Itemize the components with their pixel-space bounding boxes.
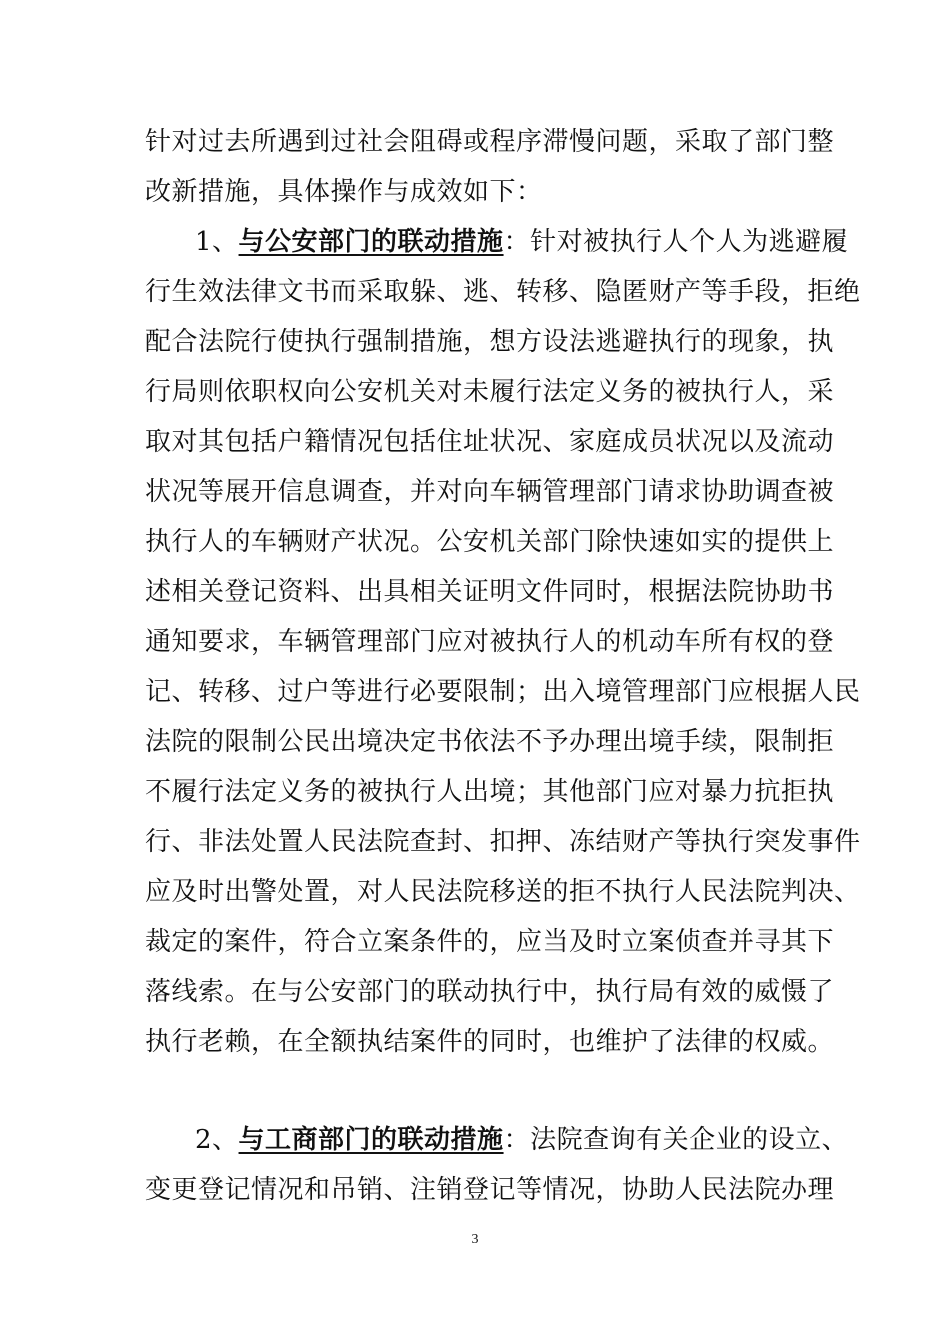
body-text-line: 不履行法定义务的被执行人出境；其他部门应对暴力抗拒执 [145,777,835,807]
section-number: 1、 [195,227,239,257]
body-text-line: 记、转移、过户等进行必要限制；出入境管理部门应根据人民 [145,677,861,707]
body-text-line: 行局则依职权向公安机关对未履行法定义务的被执行人，采 [145,377,835,407]
body-text-line: 行生效法律文书而采取躲、逃、转移、隐匿财产等手段，拒绝 [145,277,861,307]
body-text: ：法院查询有关企业的设立、 [503,1125,849,1155]
body-text: ：针对被执行人个人为逃避履 [503,227,849,257]
body-text-line: 行、非法处置人民法院查封、扣押、冻结财产等执行突发事件 [145,827,861,857]
body-text-line: 取对其包括户籍情况包括住址状况、家庭成员状况以及流动 [145,427,835,457]
section-2-first-line [195,1115,875,1165]
body-text-line: 述相关登记资料、出具相关证明文件同时，根据法院协助书 [145,577,835,607]
body-text-line: 落线索。在与公安部门的联动执行中，执行局有效的威慑了 [145,977,835,1007]
body-text-line: 状况等展开信息调查，并对向车辆管理部门请求协助调查被 [145,477,835,507]
section-heading: 与公安部门的联动措施 [238,227,504,257]
body-text-line: 针对过去所遇到过社会阻碍或程序滞慢问题，采取了部门整 [145,127,835,157]
body-text-line: 配合法院行使执行强制措施，想方设法逃避执行的现象，执 [145,327,835,357]
body-text-line: 执行老赖，在全额执结案件的同时，也维护了法律的权威。 [145,1027,835,1057]
section-heading: 与工商部门的联动措施 [238,1125,504,1155]
page-number: 3 [471,1232,479,1247]
body-text-line: 裁定的案件，符合立案条件的，应当及时立案侦查并寻其下 [145,927,835,957]
body-text-line: 应及时出警处置，对人民法院移送的拒不执行人民法院判决、 [145,877,861,907]
section-1-first-line [195,217,875,267]
body-text-line: 法院的限制公民出境决定书依法不予办理出境手续，限制拒 [145,727,835,757]
section-number: 2、 [195,1125,239,1155]
body-text-line: 通知要求，车辆管理部门应对被执行人的机动车所有权的登 [145,627,835,657]
body-text-line: 执行人的车辆财产状况。公安机关部门除快速如实的提供上 [145,527,835,557]
body-text-line: 改新措施，具体操作与成效如下： [145,177,543,207]
body-text-line: 变更登记情况和吊销、注销登记等情况，协助人民法院办理 [145,1175,835,1205]
